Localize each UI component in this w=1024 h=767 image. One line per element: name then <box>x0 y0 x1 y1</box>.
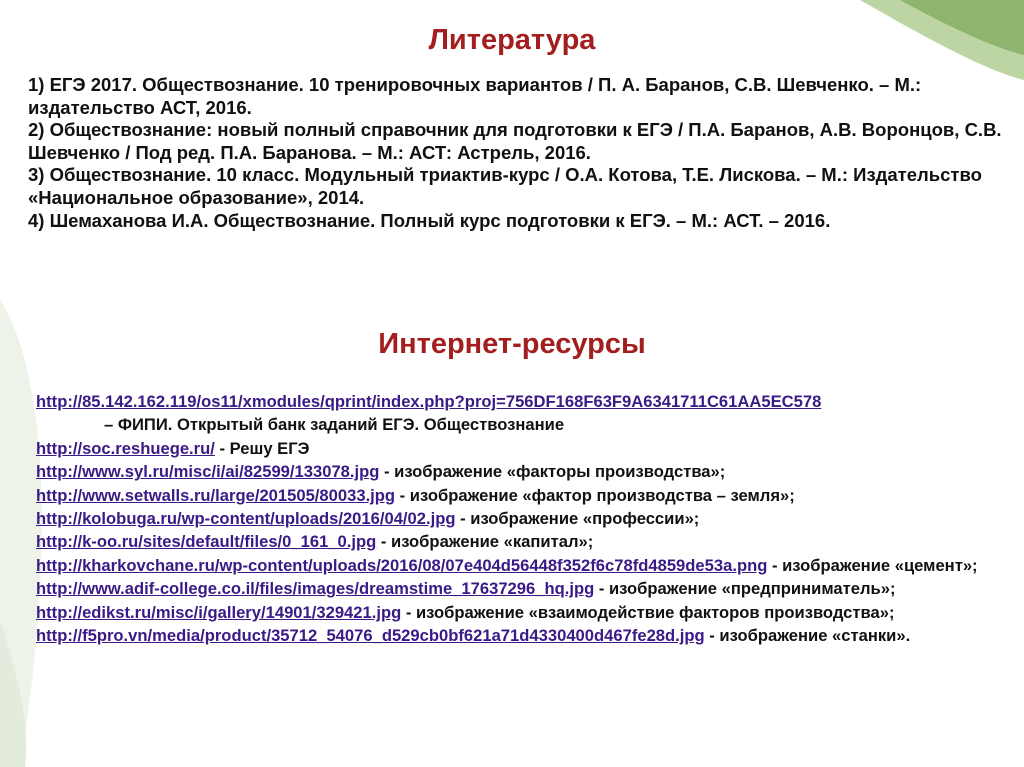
resource-description: - изображение «цемент»; <box>767 555 978 575</box>
resource-item <box>36 601 1014 624</box>
literature-title: Литература <box>428 24 596 56</box>
resource-link[interactable]: http://kharkovchane.ru/wp-content/uploads/2016/08/07e404d56448f352f6c78fd4859de53a.png <box>36 555 768 575</box>
resource-link[interactable]: http://www.adif-college.co.il/files/images/dreamstime_17637296_hq.jpg <box>36 579 595 599</box>
resource-item <box>36 507 1014 530</box>
resource-item <box>36 530 1014 553</box>
literature-item: 3) Обществознание. 10 класс. Модульный триактив-курс / О.А. Котова, Т.Е. Лискова. – М.: Издательство «Национальное образование», 2014. <box>28 164 982 208</box>
literature-item: 4) Шемаханова И.А. Обществознание. Полный курс подготовки к ЕГЭ. – М.: АСТ. – 2016. <box>28 209 831 231</box>
internet-resources-list <box>36 390 1014 647</box>
literature-list <box>28 74 1010 232</box>
resource-link[interactable]: http://www.setwalls.ru/large/201505/80033.jpg <box>36 485 396 505</box>
resource-link[interactable]: http://kolobuga.ru/wp-content/uploads/2016/04/02.jpg <box>36 509 456 529</box>
resource-description: – ФИПИ. Открытый банк заданий ЕГЭ. Обществознание <box>104 415 565 435</box>
resource-description: - изображение «взаимодействие факторов производства»; <box>401 602 895 622</box>
resource-item <box>36 437 1014 460</box>
resource-description: - изображение «фактор производства – земля»; <box>395 485 795 505</box>
resource-link[interactable]: http://soc.reshuege.ru/ <box>36 438 215 458</box>
resource-item <box>36 624 1014 647</box>
resource-item <box>36 390 1014 437</box>
resource-description: - изображение «профессии»; <box>455 509 700 529</box>
resource-link[interactable]: http://f5pro.vn/media/product/35712_54076_d529cb0bf621a71d4330400d467fe28d.jpg <box>36 626 705 646</box>
resource-item <box>36 460 1014 483</box>
resource-link[interactable]: http://k-oo.ru/sites/default/files/0_161_0.jpg <box>36 532 377 552</box>
resource-link[interactable]: http://www.syl.ru/misc/i/ai/82599/133078.jpg <box>36 462 380 482</box>
resource-link[interactable]: http://85.142.162.119/os11/xmodules/qprint/index.php?proj=756DF168F63F9A6341711C61AA5EC578 <box>36 392 822 411</box>
resource-item <box>36 484 1014 507</box>
internet-resources-title: Интернет-ресурсы <box>378 328 646 360</box>
resource-item <box>36 577 1014 600</box>
resource-description: - изображение «капитал»; <box>376 532 594 552</box>
resource-item <box>36 554 1014 577</box>
resource-description: - изображение «факторы производства»; <box>379 462 726 482</box>
literature-item: 1) ЕГЭ 2017. Обществознание. 10 тренировочных вариантов / П. А. Баранов, С.В. Шевченко. – М.: издательство АСТ, 2016. <box>28 74 922 118</box>
resource-description: - изображение «станки». <box>704 626 911 646</box>
resource-description: - Решу ЕГЭ <box>214 438 310 458</box>
resource-description: - изображение «предприниматель»; <box>594 579 896 599</box>
resource-link[interactable]: http://edikst.ru/misc/i/gallery/14901/329421.jpg <box>36 602 402 622</box>
literature-item: 2) Обществознание: новый полный справочник для подготовки к ЕГЭ / П.А. Баранов, А.В. Воронцов, С.В. Шевченко / Под ред. П.А. Баранова. – М.: АСТ: Астрель, 2016. <box>28 119 1002 163</box>
